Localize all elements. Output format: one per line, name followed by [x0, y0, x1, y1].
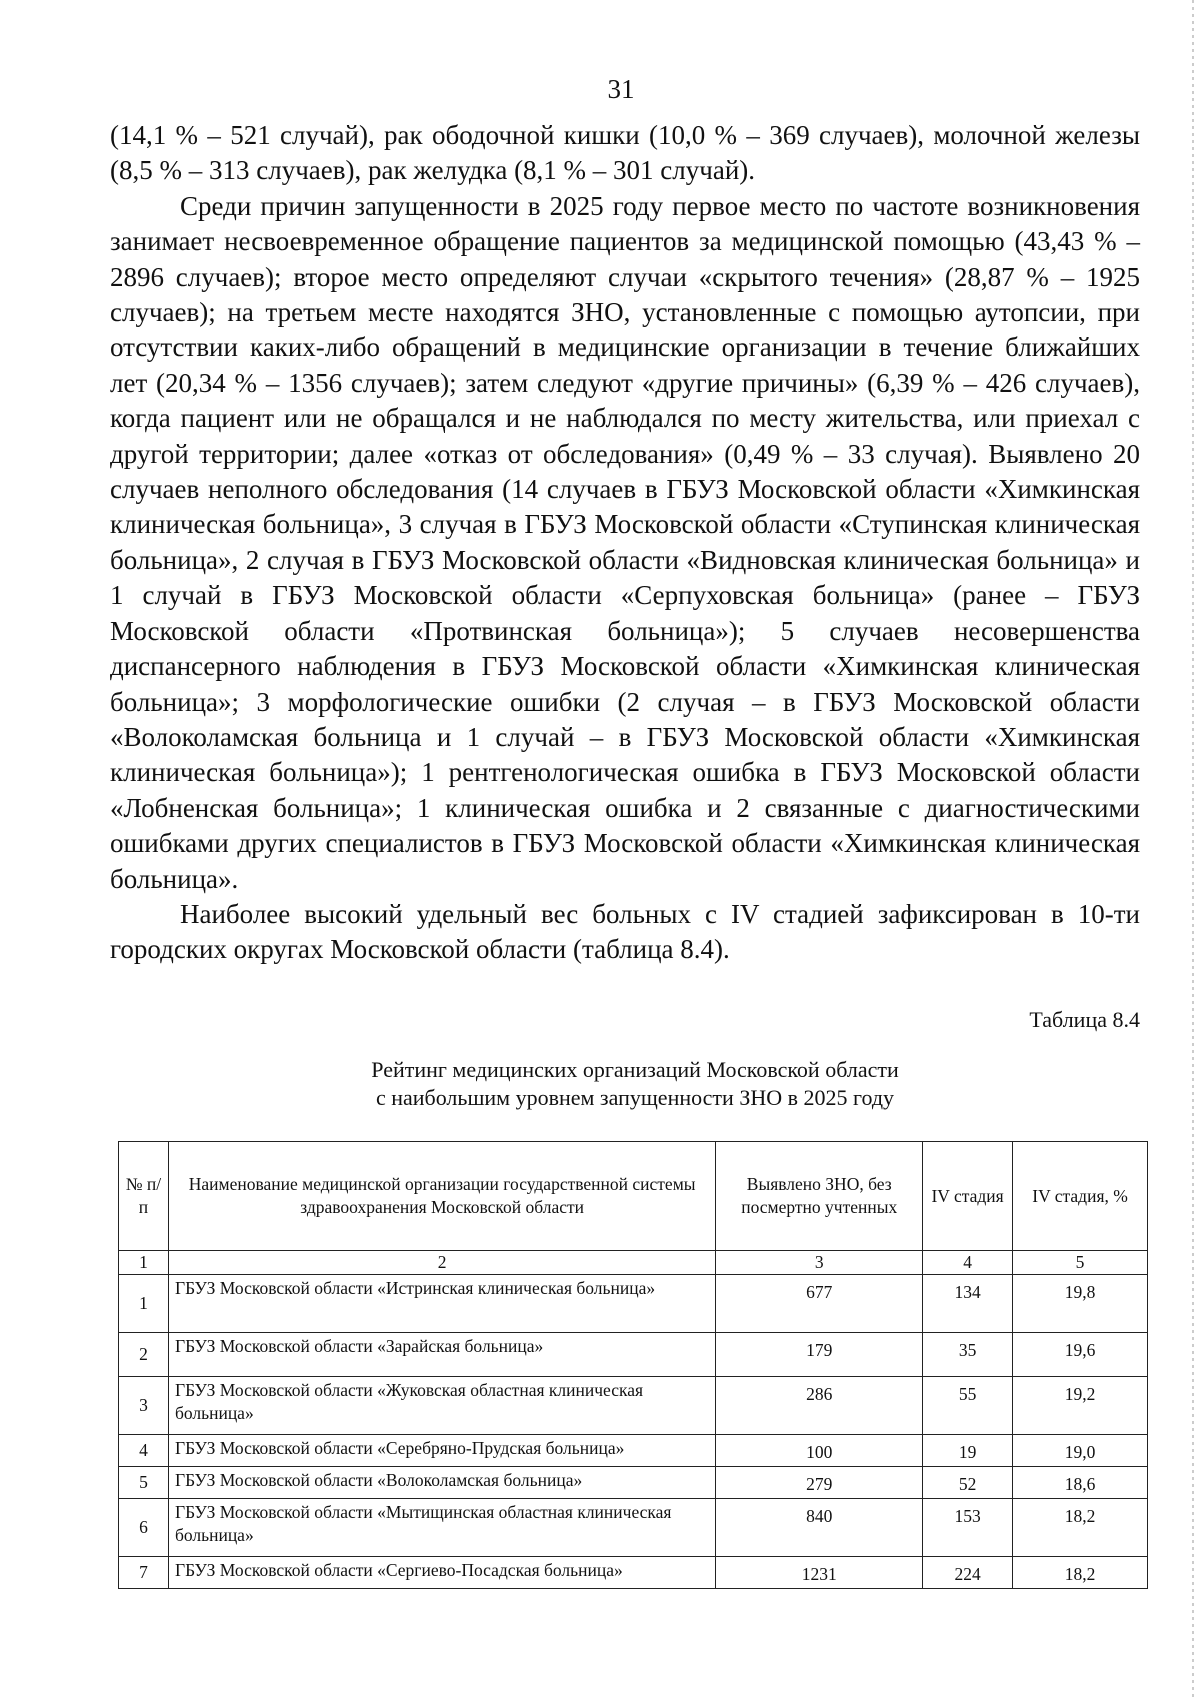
organization-name: ГБУЗ Московской области «Мытищинская областная клиническая больница» — [168, 1499, 715, 1557]
header-num: № п/п — [119, 1142, 169, 1251]
column-number: 5 — [1013, 1251, 1148, 1275]
row-number: 1 — [119, 1275, 169, 1333]
stage4-cell: 224 — [923, 1557, 1013, 1589]
table-title-line-1: Рейтинг медицинских организаций Московской области — [371, 1057, 899, 1082]
organization-name: ГБУЗ Московской области «Серебряно-Прудская больница» — [168, 1435, 715, 1467]
organization-name: ГБУЗ Московской области «Сергиево-Посадская больница» — [168, 1557, 715, 1589]
header-detected: Выявлено ЗНО, без посмертно учтенных — [716, 1142, 923, 1251]
stage4-pct-cell: 19,6 — [1013, 1333, 1148, 1377]
column-number: 4 — [923, 1251, 1013, 1275]
organization-name: ГБУЗ Московской области «Истринская клиническая больница» — [168, 1275, 715, 1333]
header-name: Наименование медицинской организации государственной системы здравоохранения Московской области — [168, 1142, 715, 1251]
paragraph-1: (14,1 % – 521 случай), рак ободочной кишки (10,0 % – 369 случаев), молочной железы (8,5 % – 313 случаев), рак желудка (8,1 % – 301 случай). — [110, 120, 1140, 186]
table-header-row — [119, 1142, 1148, 1251]
table-row — [119, 1333, 1148, 1377]
stage4-cell: 134 — [923, 1275, 1013, 1333]
stage4-cell: 55 — [923, 1377, 1013, 1435]
stage4-pct-cell: 18,2 — [1013, 1499, 1148, 1557]
row-number: 2 — [119, 1333, 169, 1377]
stage4-cell: 35 — [923, 1333, 1013, 1377]
detected-cell: 677 — [716, 1275, 923, 1333]
table-row — [119, 1435, 1148, 1467]
column-number: 3 — [716, 1251, 923, 1275]
table-caption: Таблица 8.4 — [1029, 1007, 1140, 1032]
organization-name: ГБУЗ Московской области «Волоколамская больница» — [168, 1467, 715, 1499]
table-row — [119, 1557, 1148, 1589]
header-stage4-pct: IV стадия, % — [1013, 1142, 1148, 1251]
scan-edge-artifact — [1192, 0, 1194, 1697]
stage4-pct-cell: 19,8 — [1013, 1275, 1148, 1333]
column-number: 2 — [168, 1251, 715, 1275]
table-row — [119, 1467, 1148, 1499]
column-number-row — [119, 1251, 1148, 1275]
organization-name: ГБУЗ Московской области «Жуковская областная клиническая больница» — [168, 1377, 715, 1435]
table-row — [119, 1275, 1148, 1333]
column-number: 1 — [119, 1251, 169, 1275]
stage4-pct-cell: 18,6 — [1013, 1467, 1148, 1499]
stage4-cell: 19 — [923, 1435, 1013, 1467]
body-text — [110, 118, 1140, 968]
paragraph-2: Среди причин запущенности в 2025 году первое место по частоте возникновения занимает несвоевременное обращение пациентов за медицинской помощью (43,43 % – 2896 случаев); второе место определяют случаи «скрытого течения» (28,87 % – 1925 случаев); на третьем месте находятся ЗНО, установленные с помощью аутопсии, при отсутствии каких-либо обращений в медицинские организации в течение ближайших лет (20,34 % – 1356 случаев); затем следуют «другие причины» (6,39 % – 426 случаев), когда пациент или не обращался и не наблюдался по месту жительства, или приехал с другой территории; далее «отказ от обследования» (0,49 % – 33 случая). Выявлено 20 случаев неполного обследования (14 случаев в ГБУЗ Московской области «Химкинская клиническая больница», 3 случая в ГБУЗ Московской области «Ступинская клиническая больница», 2 случая в ГБУЗ Московской области «Видновская клиническая больница» и 1 случай в ГБУЗ Московской области «Серпуховская больница» (ранее – ГБУЗ Московской области «Протвинская больница»); 5 случаев несовершенства диспансерного наблюдения в ГБУЗ Московской области «Химкинская клиническая больница»; 3 морфологические ошибки (2 случая – в ГБУЗ Московской области «Волоколамская больница и 1 случай – в ГБУЗ Московской области «Химкинская клиническая больница»); 1 рентгенологическая ошибка в ГБУЗ Московской области «Лобненская больница»; 1 клиническая ошибка и 2 связанные с диагностическими ошибками других специалистов в ГБУЗ Московской области «Химкинская клиническая больница». — [110, 190, 1140, 894]
row-number: 4 — [119, 1435, 169, 1467]
stage4-cell: 153 — [923, 1499, 1013, 1557]
detected-cell: 286 — [716, 1377, 923, 1435]
stage4-pct-cell: 19,2 — [1013, 1377, 1148, 1435]
page-number: 31 — [607, 74, 635, 104]
table-title-line-2: с наибольшим уровнем запущенности ЗНО в 2025 году — [375, 1085, 895, 1110]
organization-name: ГБУЗ Московской области «Зарайская больница» — [168, 1333, 715, 1377]
row-number: 7 — [119, 1557, 169, 1589]
row-number: 6 — [119, 1499, 169, 1557]
row-number: 5 — [119, 1467, 169, 1499]
table-title — [120, 1056, 1150, 1112]
stage4-pct-cell: 19,0 — [1013, 1435, 1148, 1467]
stage4-pct-cell: 18,2 — [1013, 1557, 1148, 1589]
rating-table — [118, 1141, 1148, 1589]
detected-cell: 1231 — [716, 1557, 923, 1589]
detected-cell: 100 — [716, 1435, 923, 1467]
table-row — [119, 1499, 1148, 1557]
header-stage4: IV стадия — [923, 1142, 1013, 1251]
detected-cell: 179 — [716, 1333, 923, 1377]
detected-cell: 279 — [716, 1467, 923, 1499]
table-row — [119, 1377, 1148, 1435]
row-number: 3 — [119, 1377, 169, 1435]
detected-cell: 840 — [716, 1499, 923, 1557]
stage4-cell: 52 — [923, 1467, 1013, 1499]
paragraph-3: Наиболее высокий удельный вес больных с IV стадией зафиксирован в 10-ти городских округах Московской области (таблица 8.4). — [110, 898, 1140, 965]
